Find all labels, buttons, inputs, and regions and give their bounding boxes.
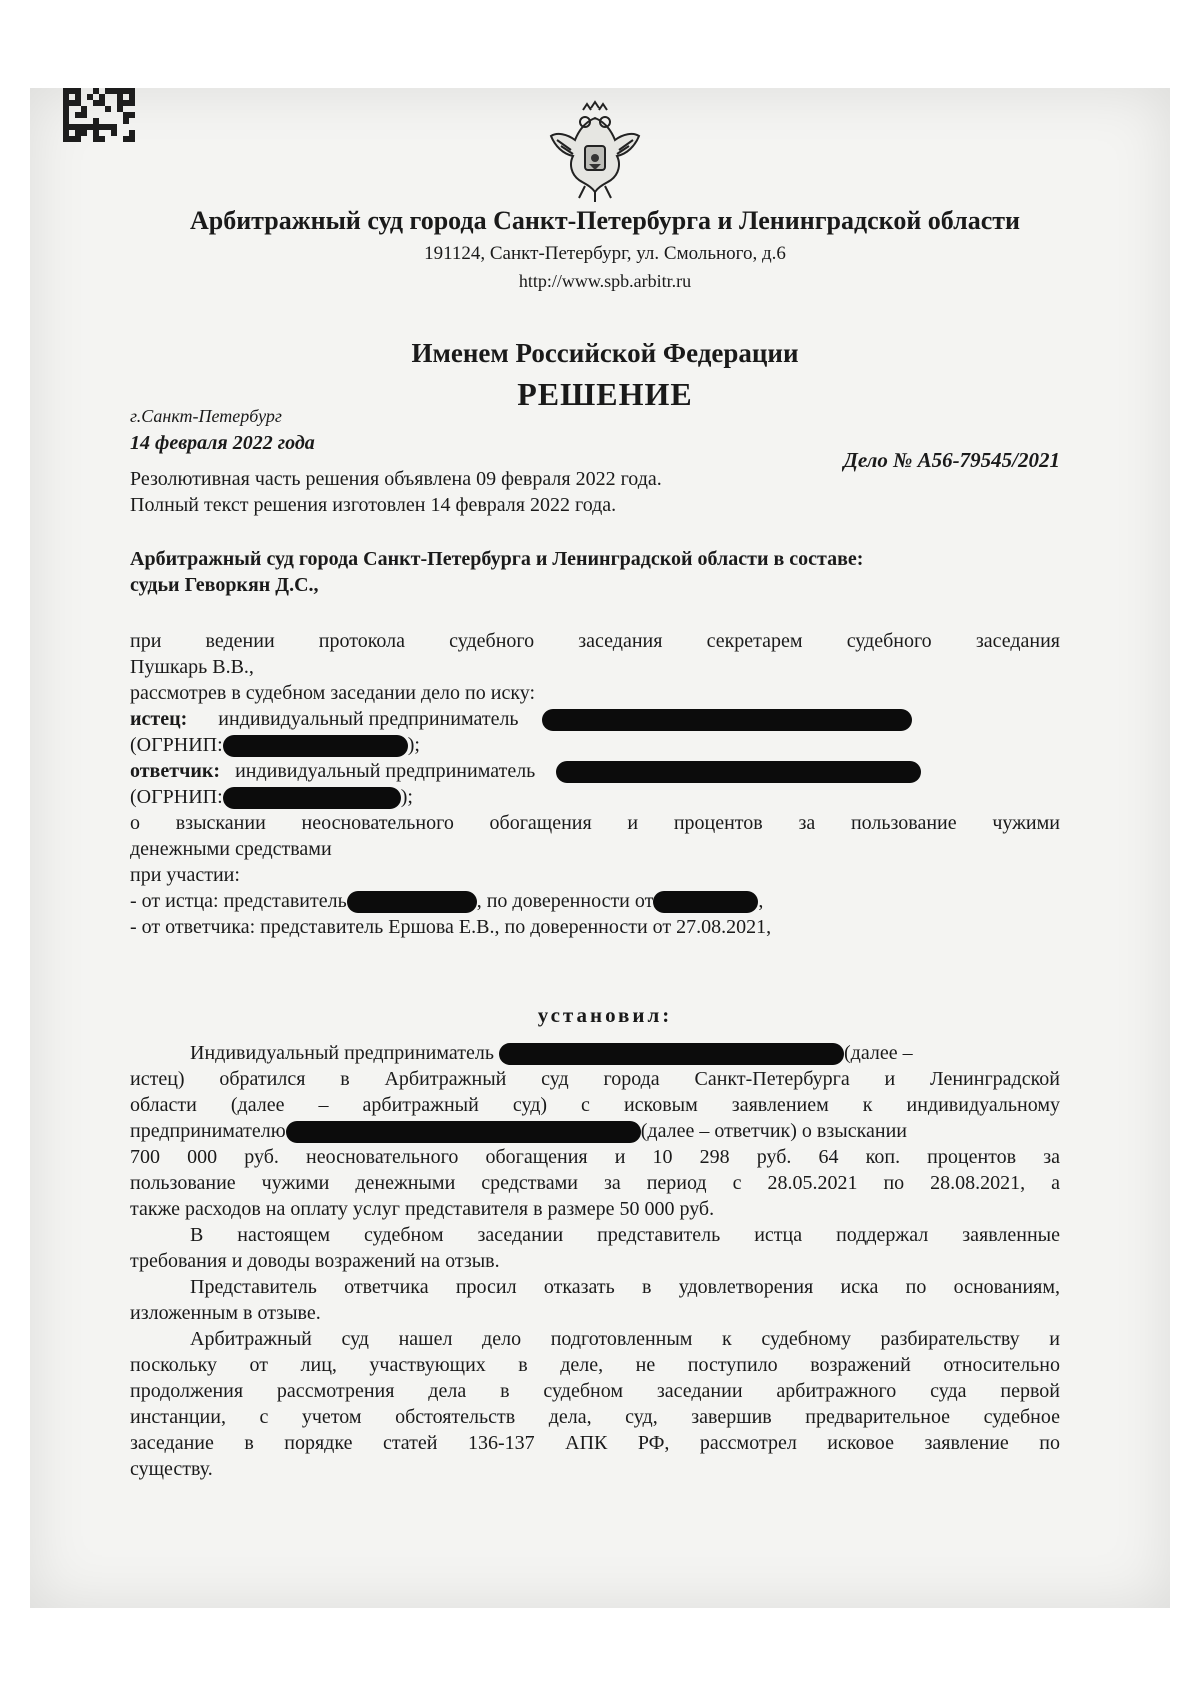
case-number: Дело № А56-79545/2021 bbox=[843, 448, 1060, 472]
court-website: http://www.spb.arbitr.ru bbox=[518, 271, 692, 291]
paragraph-1-line-1 bbox=[130, 1040, 1060, 1066]
plaintiff-label: истец: bbox=[130, 708, 188, 730]
redacted-attorney-date bbox=[653, 891, 758, 913]
paragraph-3-line-1: Представитель ответчика просил отказать в удовлетворения иска по основаниям, bbox=[190, 1276, 1060, 1298]
p1-start: Индивидуальный предприниматель bbox=[190, 1042, 494, 1064]
redacted-plaintiff-representative bbox=[347, 891, 477, 913]
paragraph-3-line-2: изложенным в отзыве. bbox=[130, 1302, 321, 1324]
defendant-label: ответчик: bbox=[130, 760, 221, 782]
decision-city: г.Санкт-Петербург bbox=[130, 406, 282, 426]
paragraph-4-line-3: продолжения рассмотрения дела в судебном заседании арбитражного суда первой bbox=[130, 1380, 1060, 1402]
secretary-name: Пушкарь В.В., bbox=[130, 656, 254, 678]
paragraph-1-line-7: также расходов на оплату услуг представителя в размере 50 000 руб. bbox=[130, 1198, 715, 1220]
redacted-plaintiff-name bbox=[542, 709, 912, 731]
paragraph-2-line-2: требования и доводы возражений на отзыв. bbox=[130, 1250, 500, 1272]
p1-l4-end: (далее – ответчик) о взыскании bbox=[640, 1120, 907, 1142]
plaintiff-representative-line bbox=[130, 888, 1060, 914]
court-name-heading: Арбитражный суд города Санкт-Петербурга и Ленинградской области bbox=[189, 206, 1021, 235]
paragraph-4-line-2: поскольку от лиц, участвующих в деле, не поступило возражений относительно bbox=[130, 1354, 1060, 1376]
court-composition-line: Арбитражный суд города Санкт-Петербурга и Ленинградской области в составе: bbox=[130, 548, 864, 570]
defendant-ogrnip-line bbox=[130, 784, 1060, 810]
document-page bbox=[30, 88, 1170, 1608]
p1-l4-start: предпринимателю bbox=[130, 1120, 286, 1142]
plaintiff-type: индивидуальный предприниматель bbox=[218, 708, 519, 730]
decision-date: 14 февраля 2022 года bbox=[130, 432, 315, 454]
plaintiff-line bbox=[130, 706, 1060, 732]
considered-line: рассмотрев в судебном заседании дело по иску: bbox=[130, 682, 536, 704]
redacted-defendant-ogrnip bbox=[223, 787, 401, 809]
participation-label: при участии: bbox=[130, 864, 240, 886]
in-the-name-heading: Именем Российской Федерации bbox=[411, 338, 799, 368]
protocol-line: при ведении протокола судебного заседания секретарем судебного заседания bbox=[130, 630, 1060, 652]
defendant-line bbox=[130, 758, 1060, 784]
judge-name: судьи Геворкян Д.С., bbox=[130, 574, 319, 596]
established-heading: установил: bbox=[537, 1003, 673, 1027]
resolutive-announcement: Резолютивная часть решения объявлена 09 февраля 2022 года. bbox=[130, 468, 662, 490]
redacted-defendant-name bbox=[556, 761, 921, 783]
power-of-attorney-label: , по доверенности от bbox=[476, 890, 654, 912]
ogrnip-end: ); bbox=[400, 786, 413, 808]
redacted-defendant-name-2 bbox=[286, 1121, 641, 1143]
defendant-type: индивидуальный предприниматель bbox=[235, 760, 536, 782]
paragraph-1-line-3: области (далее – арбитражный суд) с исковым заявлением к индивидуальному bbox=[130, 1094, 1060, 1116]
plaintiff-representative-label: - от истца: представитель bbox=[130, 890, 347, 912]
paragraph-4-line-5: заседание в порядке статей 136-137 АПК РФ, рассмотрел исковое заявление по bbox=[130, 1432, 1060, 1454]
ogrnip-label: (ОГРНИП: bbox=[130, 786, 223, 808]
comma: , bbox=[758, 890, 764, 912]
redacted-plaintiff-name-2 bbox=[499, 1043, 844, 1065]
paragraph-1-line-6: пользование чужими денежными средствами за период с 28.05.2021 по 28.08.2021, а bbox=[130, 1172, 1060, 1194]
claim-subject-line-2: денежными средствами bbox=[130, 838, 332, 860]
paragraph-4-line-4: инстанции, с учетом обстоятельств дела, суд, завершив предварительное судебное bbox=[130, 1406, 1060, 1428]
paragraph-1-line-4 bbox=[130, 1118, 1060, 1144]
qr-code bbox=[63, 88, 135, 140]
russian-coat-of-arms-emblem bbox=[545, 100, 645, 204]
paragraph-1-line-5: 700 000 руб. неосновательного обогащения и 10 298 руб. 64 коп. процентов за bbox=[130, 1146, 1060, 1168]
defendant-representative-line: - от ответчика: представитель Ершова Е.В., по доверенности от 27.08.2021, bbox=[130, 916, 772, 938]
paragraph-4-line-1: Арбитражный суд нашел дело подготовленным к судебному разбирательству и bbox=[190, 1328, 1060, 1350]
plaintiff-ogrnip-line bbox=[130, 732, 1060, 758]
claim-subject-line: о взыскании неосновательного обогащения и процентов за пользование чужими bbox=[130, 812, 1060, 834]
full-text-announcement: Полный текст решения изготовлен 14 февраля 2022 года. bbox=[130, 494, 617, 516]
decision-title: РЕШЕНИЕ bbox=[517, 376, 693, 412]
ogrnip-label: (ОГРНИП: bbox=[130, 734, 223, 756]
paragraph-2-line-1: В настоящем судебном заседании представитель истца поддержал заявленные bbox=[190, 1224, 1060, 1246]
court-address: 191124, Санкт-Петербург, ул. Смольного, д.6 bbox=[424, 243, 786, 264]
paragraph-4-line-6: существу. bbox=[130, 1458, 213, 1480]
redacted-plaintiff-ogrnip bbox=[223, 735, 408, 757]
p1-end: (далее – bbox=[843, 1042, 913, 1064]
ogrnip-end: ); bbox=[407, 734, 420, 756]
paragraph-1-line-2: истец) обратился в Арбитражный суд города Санкт-Петербурга и Ленинградской bbox=[130, 1068, 1060, 1090]
